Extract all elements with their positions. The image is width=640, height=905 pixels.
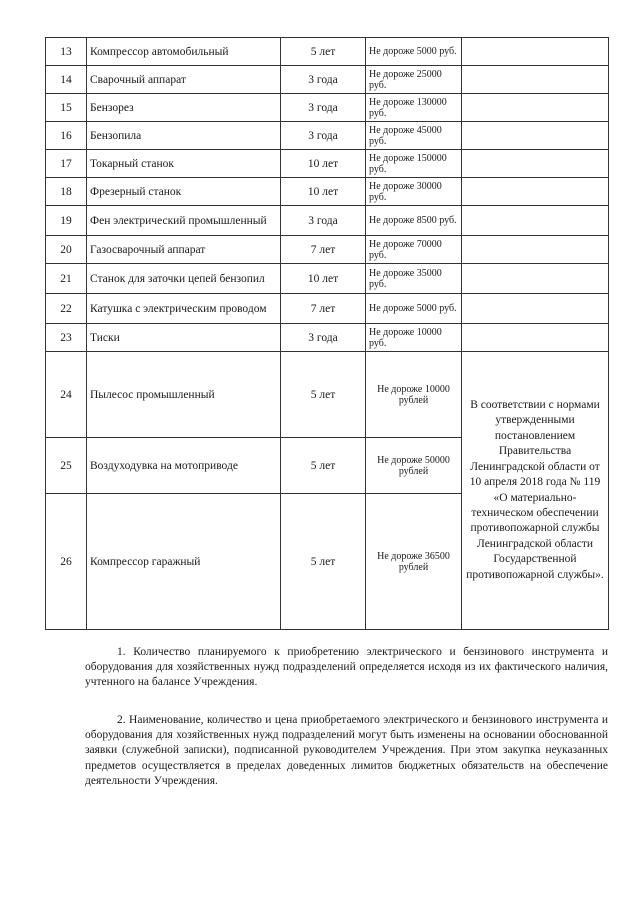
empty-cell (462, 150, 609, 178)
service-term: 3 года (281, 206, 366, 236)
empty-cell (462, 206, 609, 236)
price-limit: Не дороже 50000 рублей (366, 438, 462, 494)
regulation-note: В соответствии с нормами утвержденными постановлением Правительства Ленинградской области от 10 апреля 2018 года № 119 «О материально-техническом обеспечении противопожарной службы Ленинградской области Государственной противопожарной службы». (462, 352, 609, 630)
service-term: 10 лет (281, 264, 366, 294)
equipment-table (45, 37, 609, 630)
row-number: 13 (46, 38, 87, 66)
paragraph-2 (85, 713, 608, 789)
item-name: Компрессор гаражный (87, 494, 281, 630)
service-term: 10 лет (281, 178, 366, 206)
item-name: Фен электрический промышленный (87, 206, 281, 236)
paragraph-1-text: 1. Количество планируемого к приобретению электрического и бензинового инструмента и оборудования для хозяйственных нужд подразделений определяется исходя из их фактического наличия, учтенного на балансе Учреждения. (85, 646, 608, 689)
price-limit: Не дороже 25000 руб. (366, 66, 462, 94)
service-term: 3 года (281, 94, 366, 122)
price-limit: Не дороже 130000 руб. (366, 94, 462, 122)
empty-cell (462, 38, 609, 66)
row-number: 25 (46, 438, 87, 494)
service-term: 5 лет (281, 38, 366, 66)
row-number: 14 (46, 66, 87, 94)
item-name: Фрезерный станок (87, 178, 281, 206)
price-limit: Не дороже 5000 руб. (366, 38, 462, 66)
service-term: 5 лет (281, 352, 366, 438)
empty-cell (462, 94, 609, 122)
row-number: 19 (46, 206, 87, 236)
table-row (46, 38, 609, 66)
row-number: 16 (46, 122, 87, 150)
price-limit: Не дороже 10000 руб. (366, 324, 462, 352)
row-number: 21 (46, 264, 87, 294)
item-name: Бензорез (87, 94, 281, 122)
service-term: 10 лет (281, 150, 366, 178)
price-limit: Не дороже 35000 руб. (366, 264, 462, 294)
item-name: Станок для заточки цепей бензопил (87, 264, 281, 294)
paragraph-1 (85, 645, 608, 691)
row-number: 22 (46, 294, 87, 324)
price-limit: Не дороже 36500 рублей (366, 494, 462, 630)
empty-cell (462, 178, 609, 206)
table-row (46, 94, 609, 122)
empty-cell (462, 294, 609, 324)
service-term: 7 лет (281, 294, 366, 324)
empty-cell (462, 324, 609, 352)
row-number: 24 (46, 352, 87, 438)
table-row (46, 324, 609, 352)
service-term: 7 лет (281, 236, 366, 264)
row-number: 18 (46, 178, 87, 206)
item-name: Катушка с электрическим проводом (87, 294, 281, 324)
price-limit: Не дороже 5000 руб. (366, 294, 462, 324)
empty-cell (462, 236, 609, 264)
table-row (46, 150, 609, 178)
price-limit: Не дороже 10000 рублей (366, 352, 462, 438)
price-limit: Не дороже 150000 руб. (366, 150, 462, 178)
item-name: Тиски (87, 324, 281, 352)
table-row (46, 66, 609, 94)
table-row (46, 122, 609, 150)
table-row (46, 236, 609, 264)
empty-cell (462, 66, 609, 94)
service-term: 5 лет (281, 494, 366, 630)
item-name: Компрессор автомобильный (87, 38, 281, 66)
price-limit: Не дороже 70000 руб. (366, 236, 462, 264)
row-number: 23 (46, 324, 87, 352)
price-limit: Не дороже 45000 руб. (366, 122, 462, 150)
item-name: Воздуходувка на мотоприводе (87, 438, 281, 494)
price-limit: Не дороже 30000 руб. (366, 178, 462, 206)
service-term: 3 года (281, 66, 366, 94)
row-number: 17 (46, 150, 87, 178)
row-number: 20 (46, 236, 87, 264)
item-name: Токарный станок (87, 150, 281, 178)
empty-cell (462, 264, 609, 294)
service-term: 5 лет (281, 438, 366, 494)
table-row (46, 264, 609, 294)
item-name: Сварочный аппарат (87, 66, 281, 94)
service-term: 3 года (281, 122, 366, 150)
row-number: 26 (46, 494, 87, 630)
empty-cell (462, 122, 609, 150)
service-term: 3 года (281, 324, 366, 352)
item-name: Пылесос промышленный (87, 352, 281, 438)
table-row (46, 352, 609, 438)
row-number: 15 (46, 94, 87, 122)
price-limit: Не дороже 8500 руб. (366, 206, 462, 236)
table-row (46, 294, 609, 324)
item-name: Газосварочный аппарат (87, 236, 281, 264)
table-row (46, 206, 609, 236)
paragraph-2-text: 2. Наименование, количество и цена приобретаемого электрического и бензинового инструмента и оборудования для хозяйственных нужд подразделений могут быть изменены на основании обоснованной заявки (служебной записки), подписанной руководителем Учреждения. При этом закупка неуказанных предметов осуществляется в пределах доведенных лимитов бюджетных обязательств на обеспечение деятельности Учреждения. (85, 714, 608, 787)
item-name: Бензопила (87, 122, 281, 150)
table-row (46, 178, 609, 206)
